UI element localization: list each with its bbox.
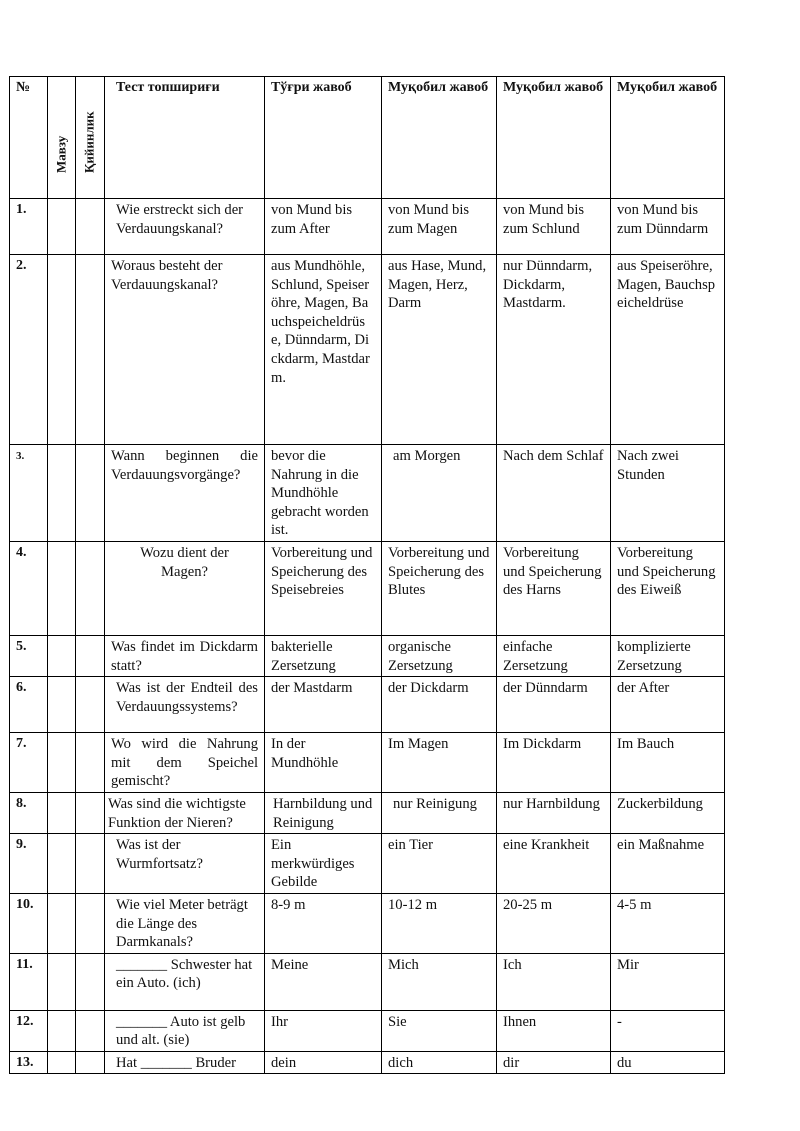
question-cell: Was ist der Wurmfortsatz?	[105, 834, 265, 894]
header-number: №	[10, 77, 48, 199]
row-number: 4.	[10, 541, 48, 635]
alternative-answer-cell: von Mund bis zum Dünndarm	[611, 199, 725, 255]
table-row	[10, 1051, 725, 1074]
topic-cell	[48, 1010, 76, 1051]
difficulty-cell	[76, 677, 105, 733]
question-cell: Hat _______ Bruder	[105, 1051, 265, 1074]
difficulty-cell	[76, 834, 105, 894]
table-row	[10, 445, 725, 542]
table-row	[10, 733, 725, 793]
alternative-answer-cell: ein Maßnahme	[611, 834, 725, 894]
alternative-answer-cell: Vorbereitung und Speicherung des Harns	[497, 541, 611, 635]
header-task: Тест топшириғи	[105, 77, 265, 199]
question-cell: Wie viel Meter beträgt die Länge des Darmkanals?	[105, 893, 265, 953]
alternative-answer-cell: aus Speiseröhre, Magen, Bauchspeicheldrüse	[611, 255, 725, 445]
alternative-answer-cell: 4-5 m	[611, 893, 725, 953]
row-number: 3.	[10, 445, 48, 542]
alternative-answer-cell: der Dünndarm	[497, 677, 611, 733]
row-number: 13.	[10, 1051, 48, 1074]
topic-cell	[48, 893, 76, 953]
question-cell: Wann beginnen die Verdauungsvorgänge?	[105, 445, 265, 542]
correct-answer-cell: In der Mundhöhle	[265, 733, 382, 793]
alternative-answer-cell: du	[611, 1051, 725, 1074]
alternative-answer-cell: komplizierte Zersetzung	[611, 635, 725, 676]
alternative-answer-cell: 10-12 m	[382, 893, 497, 953]
correct-answer-cell: dein	[265, 1051, 382, 1074]
alternative-answer-cell: Mir	[611, 953, 725, 1010]
table-row	[10, 255, 725, 445]
alternative-answer-cell: einfache Zersetzung	[497, 635, 611, 676]
correct-answer-cell: Vorbereitung und Speicherung des Speisebreies	[265, 541, 382, 635]
table-row	[10, 834, 725, 894]
alternative-answer-cell: 20-25 m	[497, 893, 611, 953]
header-correct-answer: Тўғри жавоб	[265, 77, 382, 199]
row-number: 7.	[10, 733, 48, 793]
row-number: 12.	[10, 1010, 48, 1051]
alternative-answer-cell: Ihnen	[497, 1010, 611, 1051]
row-number: 10.	[10, 893, 48, 953]
question-cell: Wo wird die Nahrung mit dem Speichel gemischt?	[105, 733, 265, 793]
difficulty-cell	[76, 953, 105, 1010]
row-number: 1.	[10, 199, 48, 255]
alternative-answer-cell: dir	[497, 1051, 611, 1074]
table-row	[10, 541, 725, 635]
alternative-answer-cell: nur Harnbildung	[497, 792, 611, 833]
topic-cell	[48, 1051, 76, 1074]
topic-cell	[48, 834, 76, 894]
difficulty-cell	[76, 733, 105, 793]
alternative-answer-cell: Vorbereitung und Speicherung des Blutes	[382, 541, 497, 635]
alternative-answer-cell: Nach dem Schlaf	[497, 445, 611, 542]
correct-answer-cell: Harnbildung und Reinigung	[265, 792, 382, 833]
topic-cell	[48, 199, 76, 255]
topic-cell	[48, 255, 76, 445]
table-row	[10, 953, 725, 1010]
correct-answer-cell: 8-9 m	[265, 893, 382, 953]
table-row	[10, 893, 725, 953]
question-cell: Was findet im Dickdarm statt?	[105, 635, 265, 676]
alternative-answer-cell: nur Dünndarm, Dickdarm, Mastdarm.	[497, 255, 611, 445]
question-cell: _______ Auto ist gelb und alt. (sie)	[105, 1010, 265, 1051]
alternative-answer-cell: organische Zersetzung	[382, 635, 497, 676]
alternative-answer-cell: am Morgen	[382, 445, 497, 542]
alternative-answer-cell: Nach zwei Stunden	[611, 445, 725, 542]
alternative-answer-cell: von Mund bis zum Magen	[382, 199, 497, 255]
alternative-answer-cell: Im Magen	[382, 733, 497, 793]
alternative-answer-cell: dich	[382, 1051, 497, 1074]
difficulty-cell	[76, 199, 105, 255]
topic-cell	[48, 953, 76, 1010]
row-number: 8.	[10, 792, 48, 833]
difficulty-cell	[76, 255, 105, 445]
alternative-answer-cell: Zuckerbildung	[611, 792, 725, 833]
alternative-answer-cell: nur Reinigung	[382, 792, 497, 833]
difficulty-cell	[76, 635, 105, 676]
table-row	[10, 677, 725, 733]
alternative-answer-cell: aus Hase, Mund, Magen, Herz, Darm	[382, 255, 497, 445]
table-row	[10, 635, 725, 676]
header-difficulty: Қийинлик	[76, 77, 105, 199]
topic-cell	[48, 445, 76, 542]
question-cell: Woraus besteht der Verdauungskanal?	[105, 255, 265, 445]
topic-cell	[48, 635, 76, 676]
test-table	[9, 76, 725, 1074]
correct-answer-cell: bakterielle Zersetzung	[265, 635, 382, 676]
alternative-answer-cell: der After	[611, 677, 725, 733]
topic-cell	[48, 541, 76, 635]
correct-answer-cell: Ein merkwürdiges Gebilde	[265, 834, 382, 894]
difficulty-cell	[76, 792, 105, 833]
alternative-answer-cell: Ich	[497, 953, 611, 1010]
correct-answer-cell: Ihr	[265, 1010, 382, 1051]
header-row	[10, 77, 725, 199]
difficulty-cell	[76, 541, 105, 635]
table-row	[10, 792, 725, 833]
correct-answer-cell: bevor die Nahrung in die Mundhöhle gebracht worden ist.	[265, 445, 382, 542]
row-number: 9.	[10, 834, 48, 894]
alternative-answer-cell: -	[611, 1010, 725, 1051]
alternative-answer-cell: der Dickdarm	[382, 677, 497, 733]
difficulty-cell	[76, 1051, 105, 1074]
test-document	[9, 76, 725, 1074]
alternative-answer-cell: ein Tier	[382, 834, 497, 894]
correct-answer-cell: aus Mundhöhle, Schlund, Speiseröhre, Magen, Bauchspeicheldrüse, Dünndarm, Dickdarm, Mastdarm.	[265, 255, 382, 445]
difficulty-cell	[76, 893, 105, 953]
row-number: 5.	[10, 635, 48, 676]
row-number: 11.	[10, 953, 48, 1010]
question-cell: _______ Schwester hat ein Auto. (ich)	[105, 953, 265, 1010]
difficulty-cell	[76, 445, 105, 542]
alternative-answer-cell: Sie	[382, 1010, 497, 1051]
alternative-answer-cell: eine Krankheit	[497, 834, 611, 894]
row-number: 6.	[10, 677, 48, 733]
alternative-answer-cell: Vorbereitung und Speicherung des Eiweiß	[611, 541, 725, 635]
topic-cell	[48, 677, 76, 733]
alternative-answer-cell: Mich	[382, 953, 497, 1010]
header-alternative-answer-3: Муқобил жавоб	[611, 77, 725, 199]
correct-answer-cell: Meine	[265, 953, 382, 1010]
alternative-answer-cell: von Mund bis zum Schlund	[497, 199, 611, 255]
topic-cell	[48, 792, 76, 833]
correct-answer-cell: von Mund bis zum After	[265, 199, 382, 255]
question-cell: Wozu dient der Magen?	[105, 541, 265, 635]
alternative-answer-cell: Im Dickdarm	[497, 733, 611, 793]
table-row	[10, 1010, 725, 1051]
header-alternative-answer-1: Муқобил жавоб	[382, 77, 497, 199]
header-alternative-answer-2: Муқобил жавоб	[497, 77, 611, 199]
question-cell: Was ist der Endteil des Verdauungssystems?	[105, 677, 265, 733]
question-cell: Was sind die wichtigste Funktion der Nieren?	[105, 792, 265, 833]
row-number: 2.	[10, 255, 48, 445]
correct-answer-cell: der Mastdarm	[265, 677, 382, 733]
table-row	[10, 199, 725, 255]
difficulty-cell	[76, 1010, 105, 1051]
topic-cell	[48, 733, 76, 793]
header-topic: Мавзу	[48, 77, 76, 199]
question-cell: Wie erstreckt sich der Verdauungskanal?	[105, 199, 265, 255]
alternative-answer-cell: Im Bauch	[611, 733, 725, 793]
